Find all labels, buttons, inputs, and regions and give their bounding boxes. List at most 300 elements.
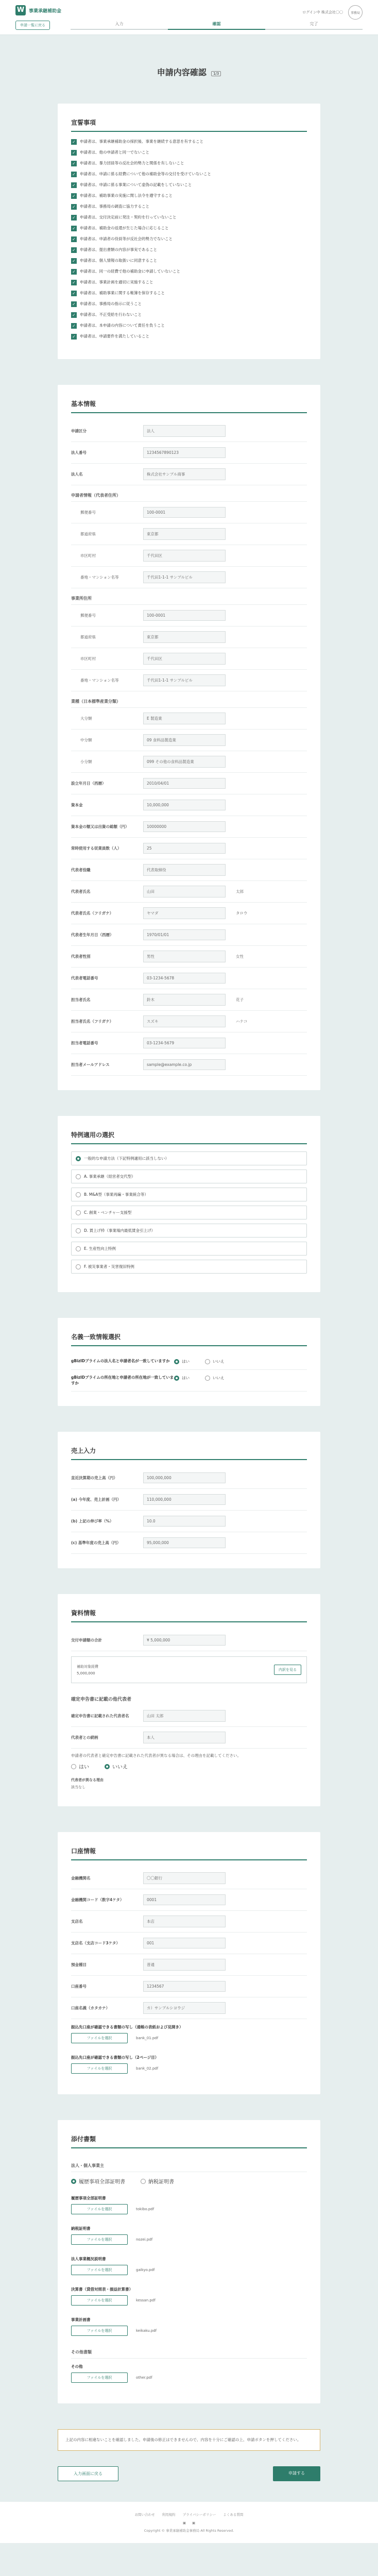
header-right [302, 5, 363, 20]
field-value: 2010/04/01 [143, 778, 226, 789]
funds-yn [71, 1762, 307, 1770]
attachment-file-row [71, 2231, 307, 2251]
expense-note-box [71, 1656, 307, 1683]
declaration-text: 申請者は、申請要件を満たしていること [80, 334, 149, 338]
special-option[interactable] [71, 1242, 307, 1256]
field-value: 0001 [143, 1894, 226, 1905]
field-label: 小分類 [80, 759, 92, 764]
declaration-text: 申請者は、暴力団員等の反社会的勢力と関係を有しないこと [80, 161, 184, 165]
declaration-item [71, 291, 307, 296]
submit-button[interactable]: 申請する [273, 2466, 320, 2481]
footer-links [0, 2512, 378, 2517]
checkbox-checked-icon[interactable]: ✓ [71, 182, 77, 188]
field-label: 市区町村 [80, 553, 96, 558]
field-value: 110,000,000 [143, 1494, 226, 1505]
field-row [71, 1467, 307, 1489]
footer-link[interactable]: プライバシーポリシー [182, 2512, 216, 2517]
attachment-file-name[interactable]: kessan.pdf [136, 2298, 156, 2303]
field-label: 口座名義（カタカナ） [71, 2006, 110, 2011]
declaration-item [71, 226, 307, 231]
field-label: 担当者氏名 [71, 997, 91, 1002]
name-match-no-label: いいえ [213, 1359, 225, 1364]
footer-logos [0, 2521, 378, 2525]
funds-yes-label: はい [79, 1765, 89, 1771]
breakdown-button[interactable]: 内訳を見る [274, 1665, 301, 1675]
attachment-upload-button[interactable]: ファイルを選択 [71, 2204, 128, 2214]
footer-logo-icon: ▣ [182, 2520, 186, 2525]
field-label: 郵便番号 [80, 613, 96, 618]
company-rows [71, 773, 307, 1076]
bank-upload-label-2: 振込先口座が確認できる書類の写し（2ページ目） [71, 2055, 159, 2060]
other-file-name[interactable]: other.pdf [136, 2376, 152, 2380]
field-label: 口座番号 [71, 1984, 87, 1989]
attachment-upload-button[interactable]: ファイルを選択 [71, 2295, 128, 2306]
declaration-text: 申請者は、申請に係る事業について虚偽の記載をしていないこと [80, 182, 192, 187]
special-card [58, 1116, 320, 1292]
field-value: 100,000,000 [143, 1472, 226, 1483]
checkbox-checked-icon[interactable]: ✓ [71, 280, 77, 285]
field-row [71, 442, 307, 464]
field-value: 10.0 [143, 1516, 226, 1527]
industry-heading: 業種（日本標準産業分類） [71, 691, 307, 708]
logo-text: 事業承継補助金 [29, 8, 62, 14]
field-extra-value: 太郎 [236, 889, 244, 894]
name-match-no-label: いいえ [213, 1376, 225, 1380]
declaration-item [71, 204, 307, 210]
field-label: (a) 今年度、売上計画（円） [71, 1497, 122, 1502]
field-value: 95,000,000 [143, 1537, 226, 1548]
attachments-card [58, 2120, 320, 2403]
sales-rows [71, 1467, 307, 1554]
representative-heading: 申請者情報（代表者住所） [71, 485, 307, 502]
field-label: 支店名（支店コード3ケタ） [71, 1941, 120, 1946]
radio-icon [76, 1174, 81, 1179]
field-extra-value: 女性 [236, 954, 244, 959]
field-label: 担当者メールアドレス [71, 1062, 110, 1067]
field-label: 資本金 [71, 803, 83, 807]
attachments-radio-no[interactable] [141, 2177, 174, 2185]
special-option-label: F. 被災事業者・災害復旧特例 [84, 1264, 134, 1269]
field-row [71, 567, 307, 588]
field-row [71, 730, 307, 751]
attachment-upload-button[interactable]: ファイルを選択 [71, 2265, 128, 2275]
field-label: 代表者電話番号 [71, 976, 98, 980]
field-row [71, 545, 307, 567]
field-label: 常時使用する従業員数（人） [71, 846, 122, 851]
footer-link[interactable]: よくある質問 [223, 2512, 244, 2517]
footer-link[interactable]: 利用規約 [162, 2512, 176, 2517]
name-match-question: gBizIDプライムの法人名と申請者名が一致していますか [71, 1359, 170, 1363]
funds-title: 資料情報 [71, 1608, 307, 1622]
name-match-no-option[interactable] [205, 1375, 225, 1381]
checkbox-checked-icon[interactable]: ✓ [71, 172, 77, 177]
back-to-list-button[interactable]: 申請一覧に戻る [15, 21, 50, 30]
declaration-item [71, 269, 307, 275]
attachments-radio-yes-label: 履歴事項全部証明書 [79, 2179, 125, 2185]
declaration-item [71, 312, 307, 318]
declaration-item [71, 301, 307, 307]
field-row [71, 1705, 307, 1727]
field-value: 〇〇銀行 [143, 1872, 226, 1884]
field-value: 株式会社サンプル商事 [143, 468, 226, 480]
field-value: スズキ [143, 1015, 226, 1027]
attachment-label: 決算書（貸借対照表・損益計算書） [71, 2287, 133, 2292]
checkbox-checked-icon[interactable]: ✓ [71, 301, 77, 307]
field-label: 番地・マンション名等 [80, 678, 119, 683]
checkbox-checked-icon[interactable]: ✓ [71, 150, 77, 156]
name-match-row [71, 1353, 307, 1370]
checkbox-checked-icon[interactable]: ✓ [71, 215, 77, 221]
field-row [71, 1997, 307, 2019]
special-option-label: E. 生産性向上特例 [84, 1246, 116, 1251]
field-row [71, 605, 307, 626]
checkbox-checked-icon[interactable]: ✓ [71, 236, 77, 242]
special-option-label: C. 創業・ベンチャー支援型 [84, 1210, 132, 1215]
radio-checked-icon [105, 1764, 110, 1769]
field-row [71, 1727, 307, 1749]
checkbox-checked-icon[interactable]: ✓ [71, 312, 77, 318]
field-row [71, 1511, 307, 1532]
attachment-label: 履歴事項全部証明書 [71, 2196, 106, 2201]
declaration-item [71, 215, 307, 221]
reason-value: 該当なし [71, 1785, 85, 1790]
checkbox-checked-icon[interactable]: ✓ [71, 161, 77, 166]
field-value: E 製造業 [143, 713, 226, 724]
copyright: Copyright © 事業承継補助金事務局 All Rights Reserved. [144, 2528, 234, 2533]
radio-icon [205, 1359, 210, 1364]
field-value: 09 食料品製造業 [143, 734, 226, 746]
field-row [71, 968, 307, 989]
steps-row [15, 21, 363, 30]
sales-card [58, 1432, 320, 1568]
field-label: 中分類 [80, 738, 92, 742]
checkbox-checked-icon[interactable]: ✓ [71, 226, 77, 231]
bank-upload-button-1[interactable]: ファイルを選択 [71, 2033, 128, 2043]
field-row [71, 1489, 307, 1511]
declaration-item [71, 280, 307, 285]
attachment-file-name[interactable]: nozei.pdf [136, 2238, 153, 2242]
radio-icon [76, 1192, 81, 1197]
declaration-item [71, 258, 307, 264]
field-row [71, 794, 307, 816]
name-match-options [174, 1375, 225, 1381]
attachments-title: 添付書類 [71, 2134, 307, 2148]
name-match-yes-option[interactable] [174, 1375, 190, 1381]
field-row [71, 708, 307, 730]
funds-sub-rows [71, 1705, 307, 1749]
funds-subtitle: 確定申告書に記載の他代表者 [71, 1697, 132, 1702]
checkbox-checked-icon[interactable]: ✓ [71, 247, 77, 253]
field-value: 25 [143, 843, 226, 854]
field-row [71, 751, 307, 773]
field-value: 1970/01/01 [143, 929, 226, 940]
name-match-row [71, 1370, 307, 1392]
radio-icon [76, 1246, 81, 1251]
field-label: 法人名 [71, 472, 83, 477]
radio-icon [76, 1210, 81, 1215]
field-value: 男性 [143, 951, 226, 962]
attachment-file-name[interactable]: tokibo.pdf [136, 2207, 154, 2212]
bank-upload-button-2[interactable]: ファイルを選択 [71, 2063, 128, 2074]
checkbox-checked-icon[interactable]: ✓ [71, 258, 77, 264]
attachment-file-name[interactable]: gaikyo.pdf [136, 2268, 155, 2273]
special-option[interactable] [71, 1224, 307, 1238]
field-label: 担当者電話番号 [71, 1041, 98, 1045]
funds-card [58, 1594, 320, 1806]
attachments-group-1: 法人・個人事業主 [71, 2156, 307, 2172]
name-match-rows [71, 1353, 307, 1392]
attachment-file-row [71, 2262, 307, 2281]
field-row [71, 1976, 307, 1997]
field-value: 本店 [143, 1916, 226, 1927]
bank-card [58, 1832, 320, 2094]
name-match-question: gBizIDプライムの所在地と申請者の所在地が一致していますか [71, 1375, 174, 1385]
radio-icon [76, 1228, 81, 1233]
field-value: 100-0001 [143, 507, 226, 518]
field-row [71, 773, 307, 794]
field-row [71, 626, 307, 648]
field-value: 千代田区 [143, 550, 226, 562]
field-row [71, 859, 307, 881]
declarations-title: 宣誓事項 [71, 118, 307, 132]
radio-icon [71, 1764, 76, 1769]
attachment-label: 事業計画書 [71, 2317, 91, 2323]
field-label: 直近決算期の売上高（円） [71, 1476, 117, 1480]
special-option-label: B. M&A型（事業再編・事業統合等） [84, 1192, 148, 1197]
declaration-item [71, 139, 307, 145]
field-label: 資本金の額又は出資の総額（円） [71, 824, 129, 829]
field-label: 番地・マンション名等 [80, 575, 119, 580]
funds-paragraph: 申請者の代表者と確定申告書に記載された代表者が異なる場合は、その理由を記載してください。 [71, 1753, 241, 1758]
field-label: (c) 基準年度の売上高（円） [71, 1540, 121, 1545]
declaration-text: 申請者は、事業計画を適切に実施すること [80, 280, 153, 284]
radio-checked-icon [71, 2179, 76, 2184]
bank-upload-label-1: 振込先口座が確認できる書類の写し（通帳の表紙および見開き） [71, 2025, 183, 2030]
field-row [71, 1889, 307, 1911]
special-option[interactable] [71, 1151, 307, 1165]
declaration-text: 申請者は、事業承継補助金の採択後、事業を継続する意思を有すること [80, 139, 203, 144]
bank-file-row-2 [71, 2060, 307, 2080]
page-title-wrap [0, 35, 378, 104]
radio-checked-icon [174, 1376, 179, 1381]
declarations-list [71, 139, 307, 340]
attachments-list [71, 2190, 307, 2342]
representative-rows [71, 502, 307, 588]
declaration-text: 申請者は、不正受給を行わないこと [80, 312, 142, 317]
name-match-title: 名義一致情報選択 [71, 1332, 307, 1346]
field-label: 大分類 [80, 716, 92, 721]
office-rows [71, 605, 307, 691]
declaration-text: 申請者は、個人情報の取扱いに同意すること [80, 258, 157, 263]
name-match-options [174, 1359, 225, 1364]
basic-info-card [58, 385, 320, 1090]
field-extra-value: タロウ [236, 911, 248, 916]
field-label: 交付申請額の合計 [71, 1638, 102, 1642]
field-row [71, 464, 307, 485]
checkbox-checked-icon[interactable]: ✓ [71, 323, 77, 329]
bank-file-name-2[interactable]: bank_02.pdf [136, 2066, 159, 2071]
logo-mark-icon: W [15, 5, 26, 15]
field-value: 鈴木 [143, 994, 226, 1006]
user-info: ログイン中 株式会社〇〇 [302, 10, 343, 14]
field-label: 代表者生年月日（西暦） [71, 933, 114, 937]
field-label: 設立年月日（西暦） [71, 781, 106, 786]
name-match-yes-label: はい [182, 1359, 190, 1364]
other-file-row [71, 2369, 307, 2389]
attachment-upload-button[interactable]: ファイルを選択 [71, 2234, 128, 2245]
special-option[interactable] [71, 1206, 307, 1219]
checkbox-checked-icon[interactable]: ✓ [71, 334, 77, 340]
expense-note-title: 補助対象経費 [77, 1665, 98, 1669]
footer-link[interactable]: お問い合わせ [134, 2512, 155, 2517]
footer [0, 2502, 378, 2543]
bank-file-name-1[interactable]: bank_01.pdf [136, 2036, 159, 2041]
declaration-text: 申請者は、他の申請者と同一でないこと [80, 150, 149, 155]
field-value: 東京都 [143, 528, 226, 540]
office-badge[interactable]: 事務局 [348, 5, 363, 20]
checkbox-checked-icon[interactable]: ✓ [71, 269, 77, 275]
field-row [71, 1954, 307, 1976]
funds-yes-option[interactable] [71, 1762, 89, 1770]
field-value: 1234567 [143, 1981, 226, 1992]
declaration-text: 申請者は、本申請の内容について責任を負うこと [80, 323, 165, 328]
declaration-text: 申請者は、提出書類の内容が事実であること [80, 247, 157, 252]
field-label: 市区町村 [80, 656, 96, 661]
checkbox-checked-icon[interactable]: ✓ [71, 139, 77, 145]
special-option-label: D. 賃上げ枠（事業場内最低賃金引上げ） [84, 1228, 156, 1233]
sales-title: 売上入力 [71, 1446, 307, 1460]
field-value: 東京都 [143, 631, 226, 643]
field-label: 代表者氏名 [71, 889, 91, 894]
radio-checked-icon [174, 1359, 179, 1364]
confirm-notice: 上記の内容に相違ないことを確認しました。申請後の修正はできませんので、内容を十分にご確認の上、申請ボタンを押してください。 [58, 2429, 320, 2450]
declaration-text: 申請者は、申請に係る経費について他の補助金等の交付を受けていないこと [80, 172, 211, 176]
special-option[interactable] [71, 1260, 307, 1274]
declaration-item [71, 193, 307, 199]
field-row [71, 1054, 307, 1076]
field-row [71, 420, 307, 442]
field-row [71, 903, 307, 924]
declaration-text: 申請者は、事務局の指示に従うこと [80, 301, 142, 306]
field-label: (b) 上記の伸び率（%） [71, 1519, 114, 1523]
field-row [71, 648, 307, 670]
declaration-item [71, 323, 307, 329]
field-value: 山田 太郎 [143, 1710, 226, 1722]
basic-info-title: 基本情報 [71, 399, 307, 413]
field-value: 03-1234-5678 [143, 973, 226, 984]
bank-title: 口座情報 [71, 1846, 307, 1860]
field-label: 支店名 [71, 1919, 83, 1924]
funds-no-label: いいえ [112, 1765, 128, 1771]
field-value: 10000000 [143, 821, 226, 832]
name-match-no-option[interactable] [205, 1359, 225, 1364]
declaration-item [71, 182, 307, 188]
checkbox-checked-icon[interactable]: ✓ [71, 193, 77, 199]
field-label: 金融機関コード（数字4ケタ） [71, 1897, 124, 1903]
funds-rows [71, 1630, 307, 1651]
name-match-yes-option[interactable] [174, 1359, 190, 1364]
field-row [71, 1933, 307, 1954]
field-value: 山田 [143, 886, 226, 897]
reason-label: 代表者が異なる理由 [71, 1778, 104, 1783]
name-match-yes-label: はい [182, 1376, 190, 1380]
special-option-label: A. 事業承継（経営者交代型） [84, 1174, 135, 1179]
step-input: 入力 [71, 21, 168, 30]
attachment-label: 納税証明書 [71, 2226, 91, 2231]
declaration-text: 申請者は、同一の経費で他の補助金に申請していないこと [80, 269, 180, 274]
field-value: 千代田1-1-1 サンプルビル [143, 674, 226, 686]
expense-note-value: 5,000,000 [77, 1671, 95, 1675]
checkbox-checked-icon[interactable]: ✓ [71, 204, 77, 210]
declaration-text: 申請者は、申請者の役員等が反社会的勢力でないこと [80, 236, 173, 241]
declaration-text: 申請者は、補助事業の実施に関し法令を遵守すること [80, 193, 173, 198]
field-value: 099 その他の食料品製造業 [143, 756, 226, 768]
field-value: 100-0001 [143, 610, 226, 621]
field-row [71, 924, 307, 946]
attachment-upload-button[interactable]: ファイルを選択 [71, 2326, 128, 2336]
field-row [71, 1032, 307, 1054]
declaration-item [71, 172, 307, 177]
field-row [71, 1011, 307, 1032]
radio-icon [141, 2179, 146, 2184]
field-value: 03-1234-5679 [143, 1038, 226, 1048]
name-match-card [58, 1318, 320, 1406]
action-row [58, 2466, 320, 2481]
other-upload-label: その他 [71, 2364, 83, 2369]
field-label: 法人番号 [71, 450, 87, 455]
page-title: 申請内容確認 [157, 67, 207, 77]
attachment-file-row [71, 2201, 307, 2221]
footer-logo-icon-2: ▣ [192, 2520, 196, 2525]
special-option[interactable] [71, 1170, 307, 1183]
field-value: 代表取締役 [143, 864, 226, 876]
industry-rows [71, 708, 307, 773]
field-label: 都道府県 [80, 635, 96, 639]
attachment-file-name[interactable]: keikaku.pdf [136, 2329, 157, 2333]
field-row [71, 670, 307, 691]
field-label: 都道府県 [80, 532, 96, 536]
declaration-item [71, 334, 307, 340]
page-title-badge: 1/3 [211, 71, 221, 76]
special-title: 特例適用の選択 [71, 1130, 307, 1144]
field-value: 10,000,000 [143, 800, 226, 810]
declaration-text: 申請者は、補助金の返還が生じた場合に応じること [80, 226, 169, 230]
radio-icon [76, 1264, 81, 1269]
step-confirm: 確認 [168, 21, 265, 30]
declaration-item [71, 161, 307, 166]
field-label: 代表者との続柄 [71, 1735, 98, 1740]
special-option[interactable] [71, 1188, 307, 1201]
field-value: 001 [143, 1938, 226, 1948]
field-row [71, 816, 307, 838]
field-row [71, 1868, 307, 1889]
declarations-card [58, 104, 320, 359]
field-row [71, 1630, 307, 1651]
field-label: 代表者性別 [71, 954, 91, 959]
field-label: 申請区分 [71, 429, 87, 433]
field-value: 普通 [143, 1959, 226, 1971]
back-to-input-button[interactable]: 入力画面に戻る [58, 2466, 118, 2481]
field-row [71, 1532, 307, 1554]
field-label: 郵便番号 [80, 510, 96, 515]
checkbox-checked-icon[interactable]: ✓ [71, 291, 77, 296]
field-value: 法人 [143, 425, 226, 437]
field-label: 代表者役職 [71, 868, 91, 872]
other-upload-button[interactable]: ファイルを選択 [71, 2372, 128, 2383]
bank-rows [71, 1868, 307, 2019]
attachments-radio-yes[interactable] [71, 2177, 125, 2185]
funds-no-option[interactable] [105, 1762, 128, 1770]
